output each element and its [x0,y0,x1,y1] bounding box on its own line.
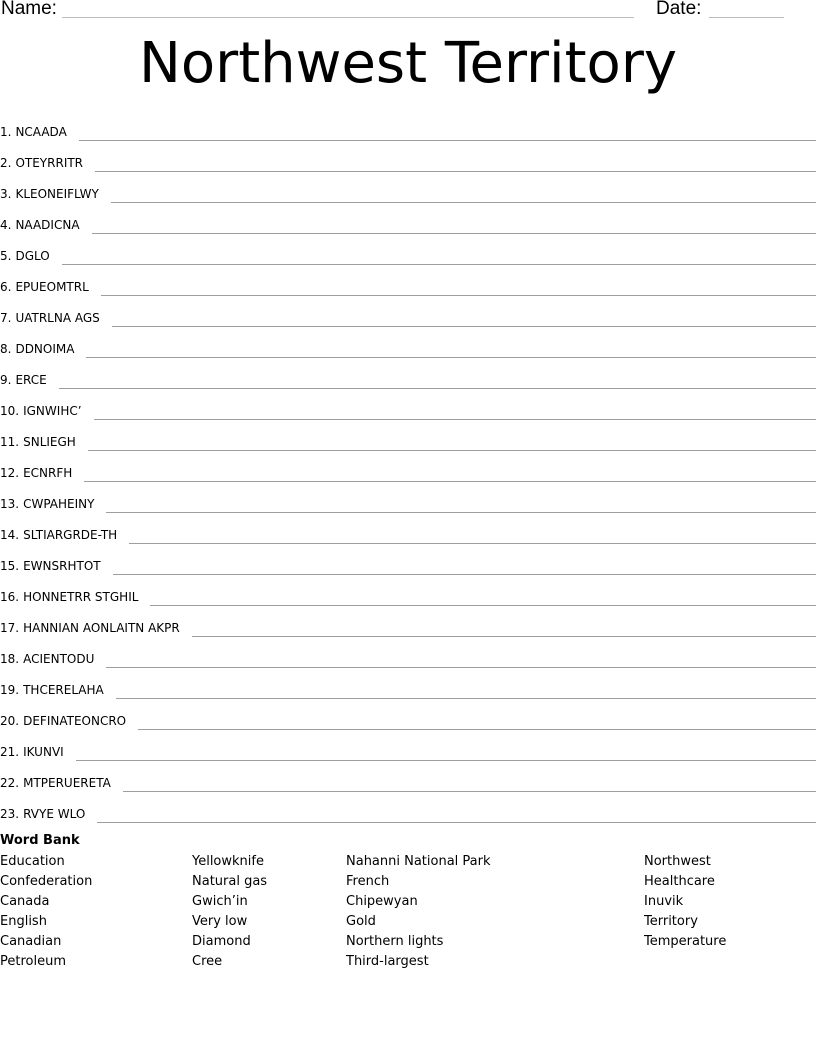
answer-line[interactable] [138,729,816,730]
word-bank-word: Petroleum [0,954,66,969]
answer-line[interactable] [79,140,816,141]
clue-row [0,420,816,451]
answer-line[interactable] [97,822,816,823]
scrambled-word: EPUEOMTRL [15,280,89,294]
scrambled-word: KLEONEIFLWY [15,187,99,201]
clue-text [0,621,180,637]
word-bank [0,832,816,969]
word-bank-word: Very low [192,914,248,929]
scrambled-word: DGLO [15,249,50,263]
clue-row [0,172,816,203]
clue-row [0,358,816,389]
clue-text [0,807,85,823]
scrambled-word: MTPERUERETA [23,776,111,790]
scrambled-word: SNLIEGH [23,435,76,449]
clue-row [0,606,816,637]
clue-text [0,466,72,482]
clue-row [0,699,816,730]
scrambled-word: THCERELAHA [23,683,104,697]
clue-number: 10. [0,404,20,418]
word-bank-word: Healthcare [644,874,715,889]
clue-row [0,296,816,327]
clue-row [0,451,816,482]
clue-row [0,141,816,172]
clue-number: 16. [0,590,20,604]
clue-text [0,125,67,141]
clue-text [0,218,80,234]
answer-line[interactable] [88,450,816,451]
word-bank-column [192,852,267,972]
date-label: Date: [656,0,702,19]
clue-row [0,389,816,420]
clue-number: 8. [0,342,12,356]
scrambled-word: HANNIAN AONLAITN AKPR [23,621,180,635]
clue-number: 13. [0,497,20,511]
clue-number: 21. [0,745,20,759]
word-bank-word: Confederation [0,874,93,889]
word-bank-title: Word Bank [0,833,80,848]
clue-text [0,776,111,792]
clue-row [0,544,816,575]
scrambled-word: NCAADA [15,125,67,139]
answer-line[interactable] [101,295,816,296]
scrambled-word: SLTIARGRDE-TH [23,528,118,542]
worksheet-header [0,0,816,24]
word-bank-column [644,852,726,952]
clue-text [0,342,74,358]
clue-row [0,761,816,792]
clue-number: 20. [0,714,20,728]
clue-row [0,110,816,141]
answer-line[interactable] [62,264,816,265]
clue-number: 11. [0,435,20,449]
page-title: Northwest Territory [139,31,677,96]
word-bank-word: Cree [192,954,223,969]
clue-text [0,404,82,420]
scrambled-word: OTEYRRITR [15,156,84,170]
word-bank-word: Temperature [644,934,727,949]
scrambled-word: DEFINATEONCRO [23,714,127,728]
scrambled-word: RVYE WLO [23,807,86,821]
answer-line[interactable] [111,202,816,203]
clue-row [0,234,816,265]
scrambled-word: DDNOIMA [15,342,75,356]
clue-number: 12. [0,466,20,480]
scrambled-word: IGNWIHC’ [23,404,82,418]
word-bank-word: Gold [346,914,376,929]
scrambled-word: HONNETRR STGHIL [23,590,139,604]
clue-number: 5. [0,249,12,263]
word-bank-word: French [346,874,390,889]
word-bank-word: Canadian [0,934,62,949]
clue-number: 14. [0,528,20,542]
word-bank-word: Canada [0,894,50,909]
clue-text [0,280,89,296]
scrambled-word: IKUNVI [23,745,64,759]
scramble-clue-list [0,110,816,823]
clue-text [0,652,94,668]
clue-row [0,203,816,234]
answer-line[interactable] [112,326,816,327]
name-field[interactable] [62,17,634,18]
clue-row [0,265,816,296]
word-bank-word: Natural gas [192,874,268,889]
clue-text [0,683,104,699]
word-bank-column [0,852,92,972]
clue-text [0,559,101,575]
clue-number: 3. [0,187,12,201]
answer-line[interactable] [106,667,816,668]
clue-text [0,745,64,761]
answer-line[interactable] [76,760,816,761]
word-bank-word: Gwich’in [192,894,248,909]
clue-row [0,575,816,606]
clue-number: 9. [0,373,12,387]
scrambled-word: ECNRFH [23,466,73,480]
clue-number: 15. [0,559,20,573]
answer-line[interactable] [129,543,816,544]
answer-line[interactable] [95,171,816,172]
clue-row [0,730,816,761]
answer-line[interactable] [86,357,816,358]
scrambled-word: CWPAHEINY [23,497,95,511]
clue-text [0,714,126,730]
clue-row [0,482,816,513]
answer-line[interactable] [106,512,816,513]
word-bank-word: Nahanni National Park [346,854,491,869]
clue-row [0,792,816,823]
name-label: Name: [1,0,57,19]
word-bank-word: English [0,914,47,929]
clue-number: 6. [0,280,12,294]
answer-line[interactable] [92,233,816,234]
clue-text [0,249,50,265]
clue-row [0,637,816,668]
answer-line[interactable] [113,574,816,575]
answer-line[interactable] [192,636,816,637]
clue-number: 4. [0,218,12,232]
clue-number: 18. [0,652,20,666]
clue-number: 22. [0,776,20,790]
clue-text [0,497,94,513]
clue-text [0,187,99,203]
clue-text [0,528,117,544]
word-bank-word: Education [0,854,65,869]
answer-line[interactable] [94,419,816,420]
clue-text [0,373,47,389]
answer-line[interactable] [123,791,816,792]
scrambled-word: NAADICNA [15,218,80,232]
clue-text [0,590,138,606]
answer-line[interactable] [59,388,816,389]
word-bank-word: Chipewyan [346,894,418,909]
word-bank-word: Northwest [644,854,711,869]
scrambled-word: EWNSRHTOT [23,559,101,573]
clue-number: 2. [0,156,12,170]
clue-row [0,327,816,358]
answer-line[interactable] [84,481,816,482]
scrambled-word: ACIENTODU [23,652,95,666]
scrambled-word: ERCE [15,373,47,387]
clue-number: 1. [0,125,12,139]
word-bank-word: Diamond [192,934,251,949]
word-bank-word: Third-largest [346,954,429,969]
clue-row [0,668,816,699]
word-bank-word: Yellowknife [192,854,264,869]
answer-line[interactable] [116,698,816,699]
clue-text [0,156,83,172]
clue-number: 19. [0,683,20,697]
word-bank-word: Territory [644,914,698,929]
clue-number: 17. [0,621,20,635]
clue-number: 7. [0,311,12,325]
word-bank-column [346,852,491,972]
date-field[interactable] [709,17,784,18]
clue-number: 23. [0,807,20,821]
clue-text [0,435,76,451]
clue-text [0,311,100,327]
clue-row [0,513,816,544]
answer-line[interactable] [150,605,816,606]
word-bank-word: Inuvik [644,894,684,909]
scrambled-word: UATRLNA AGS [15,311,100,325]
word-bank-word: Northern lights [346,934,444,949]
